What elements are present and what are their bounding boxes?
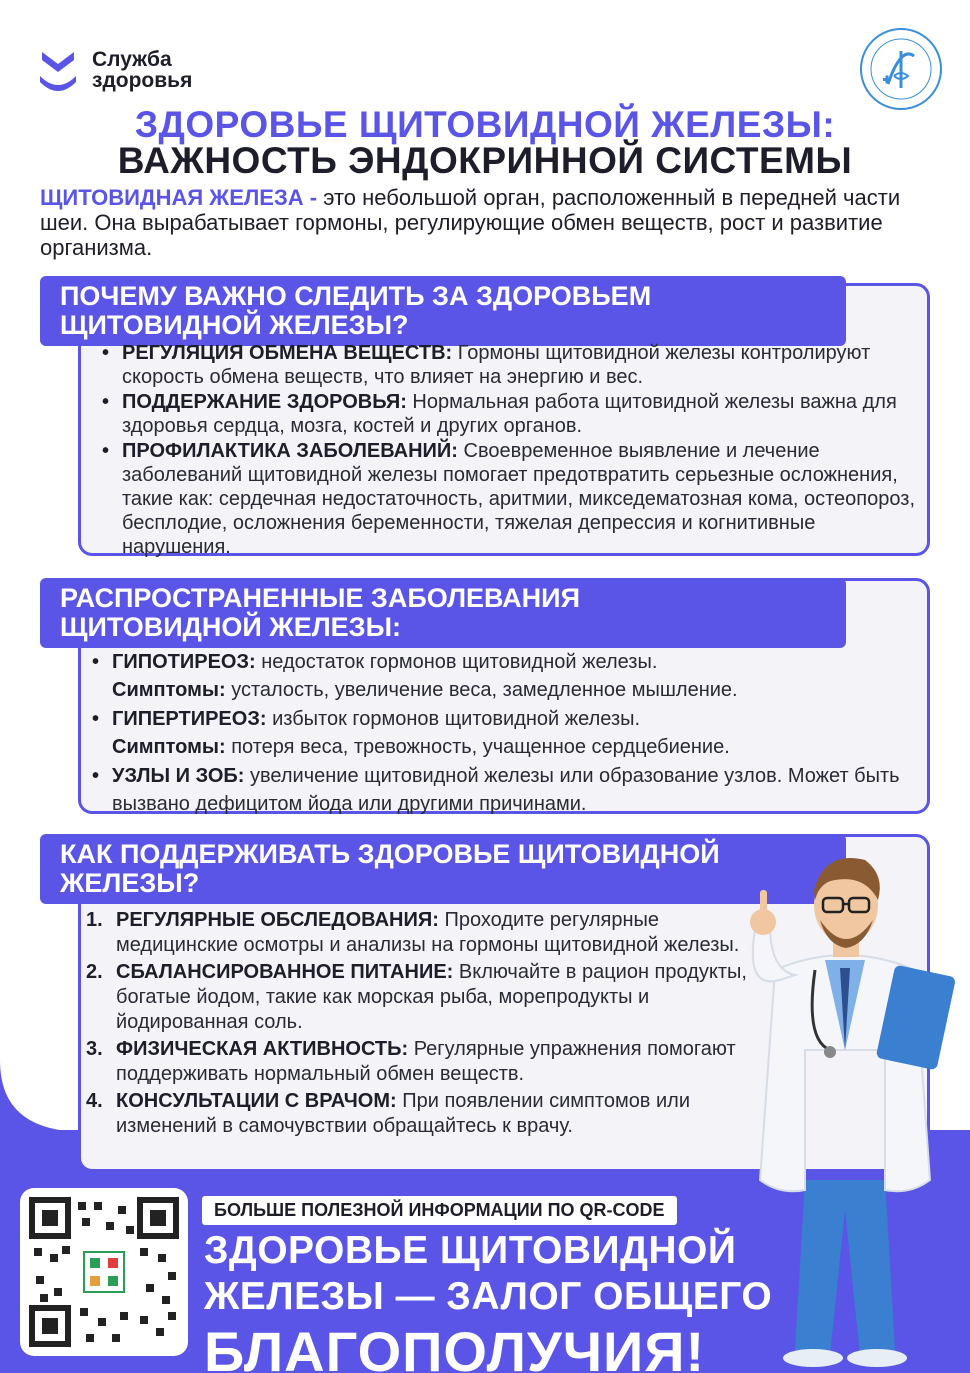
symptoms-key: Симптомы: — [112, 736, 226, 758]
main-title-line-1: ЗДОРОВЬЕ ЩИТОВИДНОЙ ЖЕЛЕЗЫ: — [134, 104, 836, 145]
item-key: ГИПОТИРЕОЗ: — [112, 651, 256, 673]
logo — [36, 46, 192, 94]
section-support-heading-line-1: КАК ПОДДЕРЖИВАТЬ ЗДОРОВЬЕ ЩИТОВИДНОЙ — [60, 839, 720, 869]
logo-line-2: здоровья — [92, 69, 193, 92]
logo-line-1: Служба — [92, 48, 172, 71]
item-text: Гормоны щитовидной железы контролируют скорость обмена веществ, что влияет на энергию и вес. — [122, 342, 871, 388]
list-item — [100, 341, 920, 389]
item-number: 1. — [86, 909, 103, 931]
slogan-line-2: ЖЕЛЕЗЫ — ЗАЛОГ ОБЩЕГО — [204, 1275, 773, 1318]
heart-smile-logo-icon — [36, 46, 80, 94]
section-diseases-heading — [40, 578, 846, 648]
qr-code[interactable] — [20, 1188, 188, 1356]
item-key: РЕГУЛЯЦИЯ ОБМЕНА ВЕЩЕСТВ: — [122, 342, 453, 364]
qr-code-icon — [28, 1196, 180, 1348]
ministry-of-health-seal-icon — [858, 26, 944, 112]
list-item — [86, 1089, 766, 1139]
item-number: 2. — [86, 961, 103, 983]
item-text: Своевременное выявление и лечение заболеваний щитовидной железы помогает предотвратить серьезные осложнения, такие как: сердечная недостаточность, аритмии, микседематозная кома, остеопороз, бесплодие, осложнения беременности, тяжелая депрессия и когнитивные нарушения. — [122, 440, 916, 558]
section-why-heading-line-1: ПОЧЕМУ ВАЖНО СЛЕДИТЬ ЗА ЗДОРОВЬЕМ — [60, 281, 652, 311]
qr-info-label: БОЛЬШЕ ПОЛЕЗНОЙ ИНФОРМАЦИИ ПО QR-CODE — [202, 1196, 677, 1225]
symptoms-line — [112, 676, 920, 704]
item-key: ПРОФИЛАКТИКА ЗАБОЛЕВАНИЙ: — [122, 440, 458, 462]
item-key: РЕГУЛЯРНЫЕ ОБСЛЕДОВАНИЯ: — [116, 909, 439, 931]
section-support-list — [86, 908, 766, 1141]
item-text: При появлении симптомов или изменений в самочувствии обращайтесь к врачу. — [116, 1090, 691, 1137]
list-item — [86, 1037, 766, 1087]
symptoms-key: Симптомы: — [112, 679, 226, 701]
item-text: избыток гормонов щитовидной железы. — [266, 708, 641, 730]
item-text: Регулярные упражнения помогают поддерживать нормальный обмен веществ. — [116, 1038, 736, 1085]
list-item — [90, 762, 920, 818]
list-item — [90, 648, 920, 704]
section-diseases-list — [90, 648, 920, 819]
item-key: СБАЛАНСИРОВАННОЕ ПИТАНИЕ: — [116, 961, 454, 983]
slogan-line-3: БЛАГОПОЛУЧИЯ! — [204, 1320, 706, 1373]
item-number: 4. — [86, 1090, 103, 1112]
item-text: Нормальная работа щитовидной железы важна для здоровья сердца, мозга, костей и других органов. — [122, 391, 897, 437]
section-diseases-heading-line-1: РАСПРОСТРАНЕННЫЕ ЗАБОЛЕВАНИЯ — [60, 583, 580, 613]
section-why-heading-line-2: ЩИТОВИДНОЙ ЖЕЛЕЗЫ? — [60, 310, 409, 340]
section-support-heading — [40, 834, 846, 904]
list-item — [86, 908, 766, 958]
item-text: недостаток гормонов щитовидной железы. — [255, 651, 658, 673]
slogan — [204, 1228, 772, 1373]
item-text: увеличение щитовидной железы или образование узлов. Может быть вызвано дефицитом йода или другими причинами. — [112, 765, 900, 815]
intro-text: это небольшой орган, расположенный в передней части шеи. Она вырабатывает гормоны, регулирующие обмен веществ, рост и развитие организма. — [40, 185, 901, 260]
list-item — [100, 390, 920, 438]
intro-lead: ЩИТОВИДНАЯ ЖЕЛЕЗА - — [40, 185, 318, 210]
slogan-line-1: ЗДОРОВЬЕ ЩИТОВИДНОЙ — [204, 1229, 737, 1272]
item-key: ФИЗИЧЕСКАЯ АКТИВНОСТЬ: — [116, 1038, 409, 1060]
main-title-line-2: ВАЖНОСТЬ ЭНДОКРИННОЙ СИСТЕМЫ — [117, 140, 853, 181]
logo-text — [92, 49, 192, 91]
section-why-heading — [40, 276, 846, 346]
item-key: ГИПЕРТИРЕОЗ: — [112, 708, 267, 730]
item-number: 3. — [86, 1038, 103, 1060]
section-diseases-heading-line-2: ЩИТОВИДНОЙ ЖЕЛЕЗЫ: — [60, 612, 401, 642]
symptoms-text: усталость, увеличение веса, замедленное мышление. — [225, 679, 738, 701]
item-key: УЗЛЫ И ЗОБ: — [112, 765, 245, 787]
item-key: ПОДДЕРЖАНИЕ ЗДОРОВЬЯ: — [122, 391, 407, 413]
intro-paragraph — [40, 185, 940, 260]
list-item — [100, 439, 920, 559]
symptoms-line — [112, 733, 920, 761]
list-item — [90, 705, 920, 761]
section-support-heading-line-2: ЖЕЛЕЗЫ? — [60, 868, 200, 898]
symptoms-text: потеря веса, тревожность, учащенное сердцебиение. — [225, 736, 730, 758]
section-why-list — [100, 341, 920, 560]
item-text: Проходите регулярные медицинские осмотры и анализы на гормоны щитовидной железы. — [116, 909, 740, 956]
item-text: Включайте в рацион продукты, богатые йодом, такие как морская рыба, морепродукты и йодированная соль. — [116, 961, 747, 1033]
item-key: КОНСУЛЬТАЦИИ С ВРАЧОМ: — [116, 1090, 397, 1112]
list-item — [86, 960, 766, 1035]
